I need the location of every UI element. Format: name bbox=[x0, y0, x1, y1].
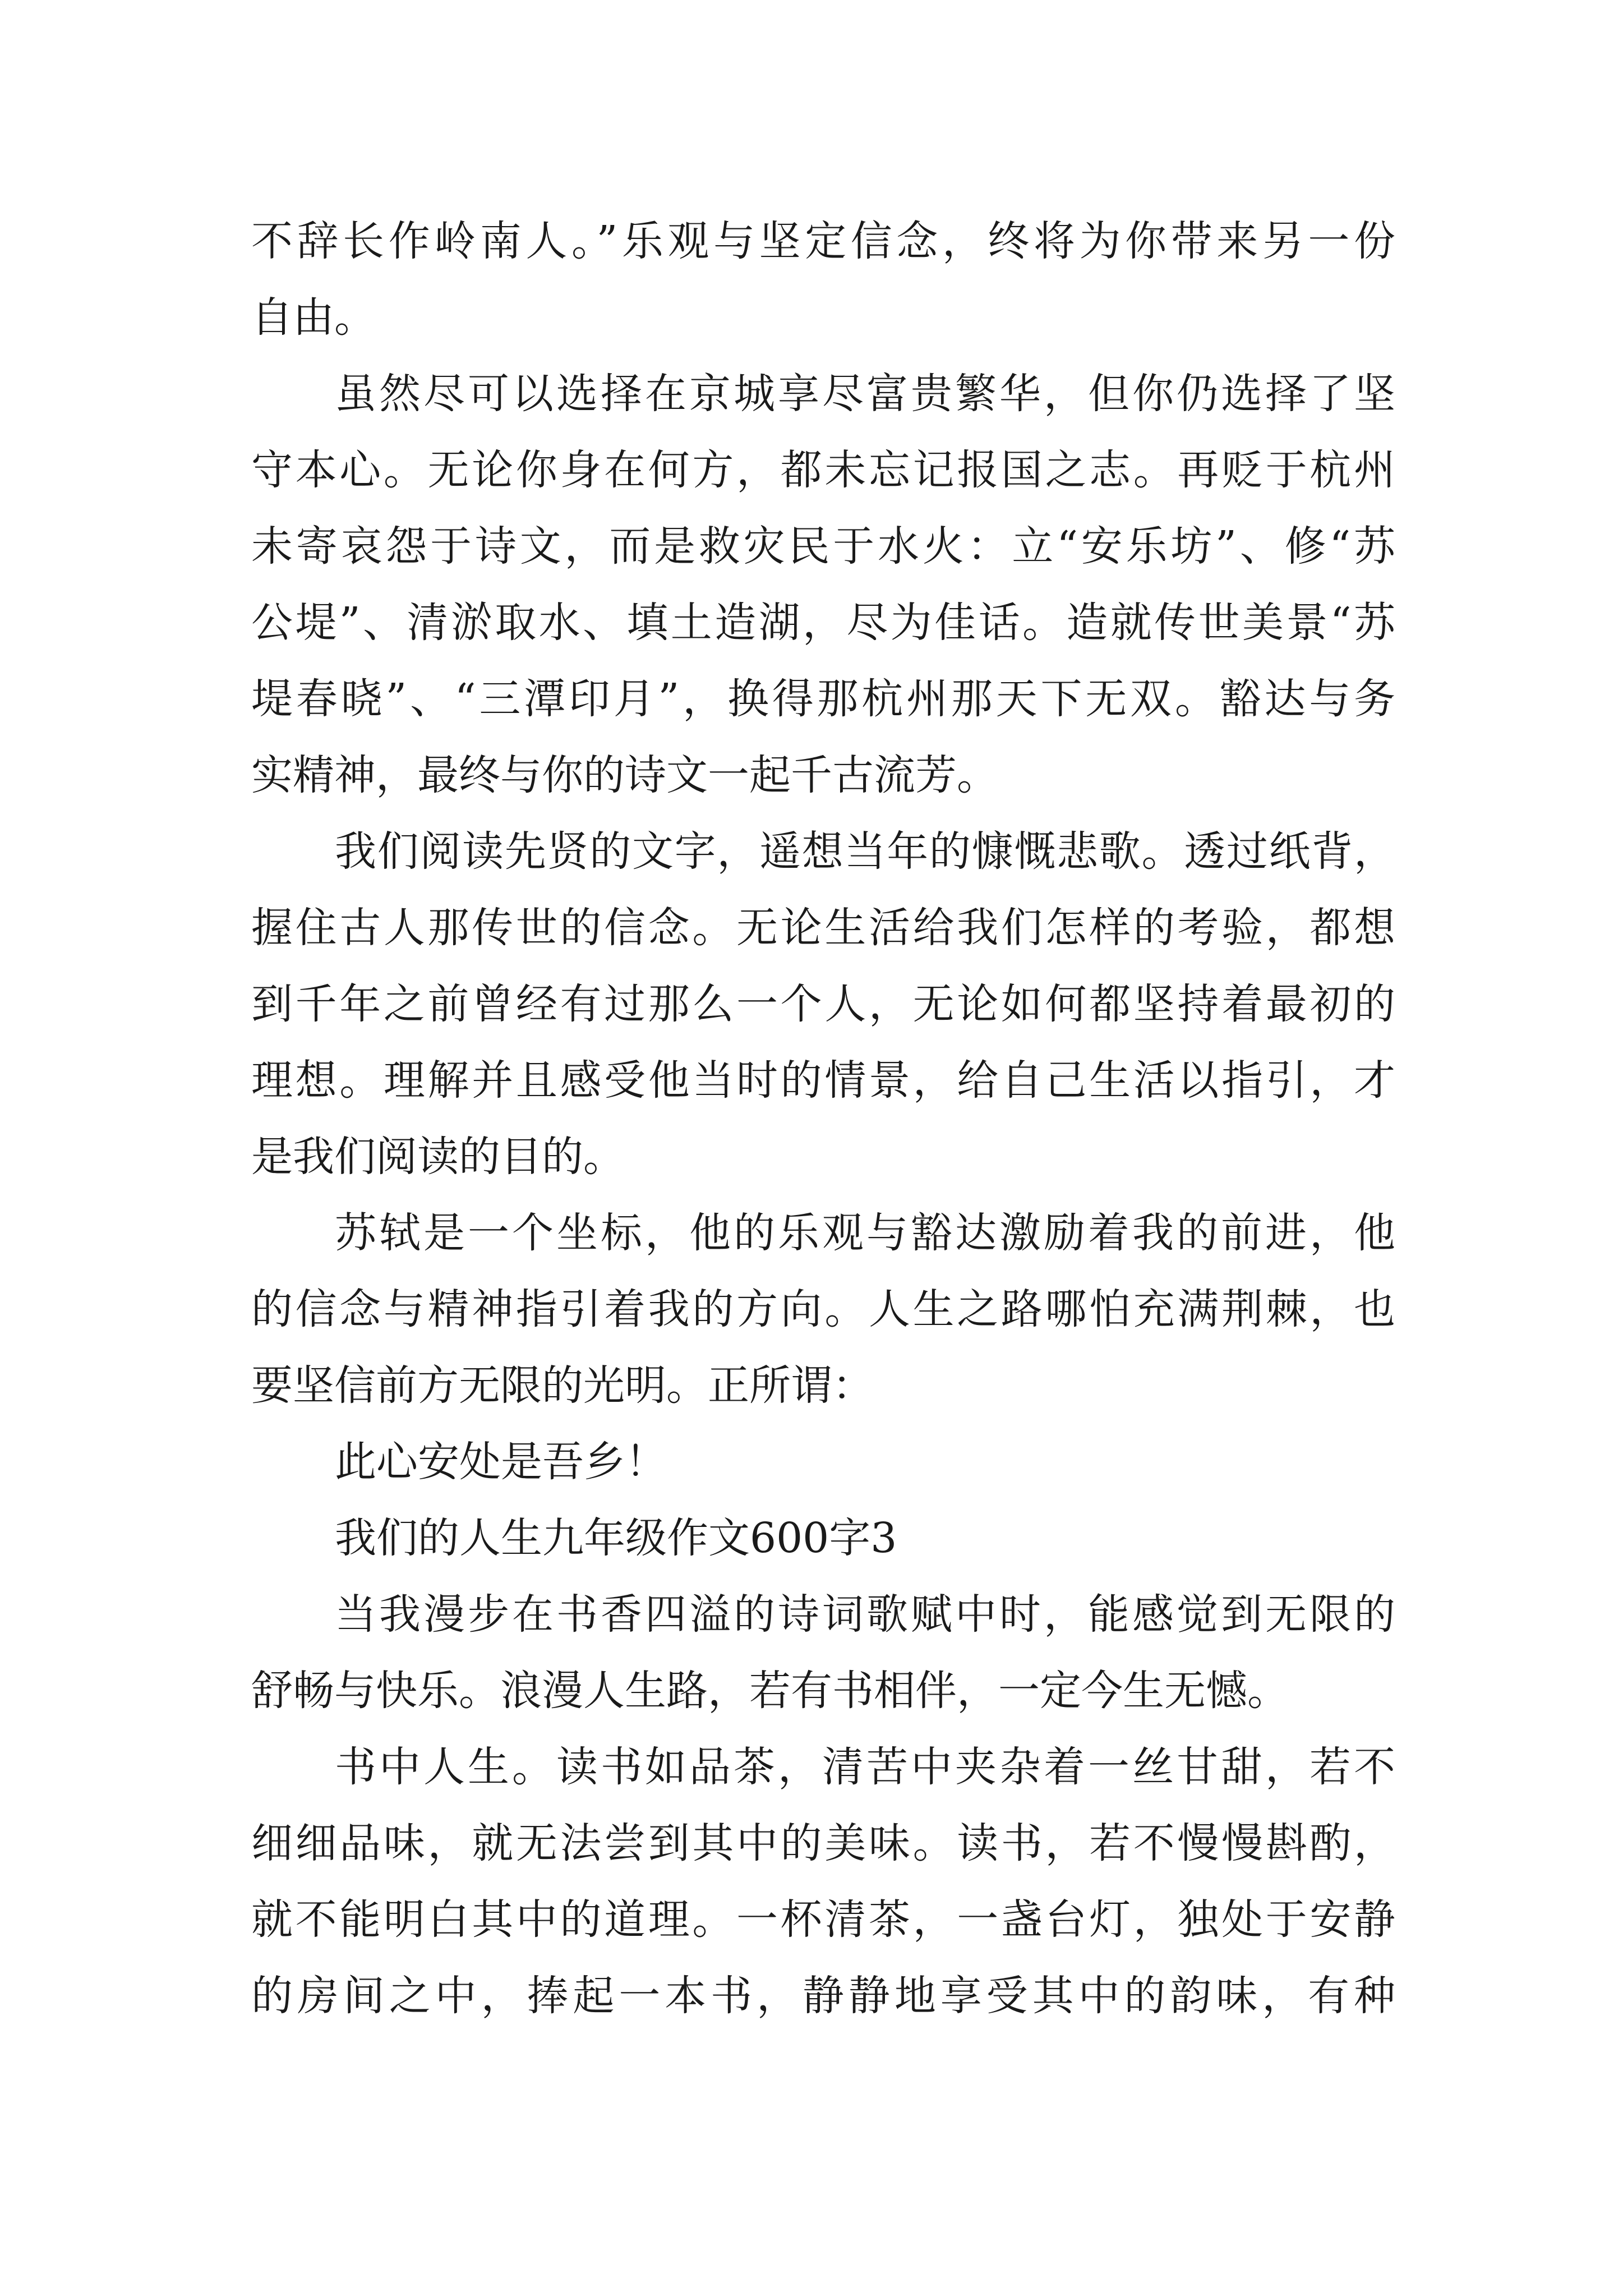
text-line: 要坚信前方无限的光明。正所谓： bbox=[251, 1361, 874, 1410]
text-line: 未寄哀怨于诗文，而是救灾民于水火：立“安乐坊”、修“苏 bbox=[251, 522, 1395, 570]
section-heading: 我们的人生九年级作文600字3 bbox=[335, 1514, 897, 1562]
text-line: 细细品味，就无法尝到其中的美味。读书，若不慢慢斟酌， bbox=[251, 1819, 1395, 1867]
text-line: 公堤”、清淤取水、填土造湖，尽为佳话。造就传世美景“苏 bbox=[251, 599, 1395, 647]
text-line: 舒畅与快乐。浪漫人生路，若有书相伴，一定今生无憾。 bbox=[251, 1667, 1289, 1715]
text-line: 的房间之中，捧起一本书，静静地享受其中的韵味，有种 bbox=[251, 1972, 1395, 2020]
text-line: 此心安处是吾乡！ bbox=[335, 1438, 667, 1486]
text-line: 实精神，最终与你的诗文一起千古流芳。 bbox=[251, 751, 998, 799]
text-line: 理想。理解并且感受他当时的情景，给自己生活以指引，才 bbox=[251, 1056, 1395, 1105]
text-line: 堤春晓”、“三潭印月”，换得那杭州那天下无双。豁达与务 bbox=[251, 675, 1395, 723]
text-line: 当我漫步在书香四溢的诗词歌赋中时，能感觉到无限的 bbox=[335, 1590, 1395, 1639]
text-line: 握住古人那传世的信念。无论生活给我们怎样的考验，都想 bbox=[251, 904, 1395, 952]
text-line: 不辞长作岭南人。”乐观与坚定信念，终将为你带来另一份 bbox=[251, 217, 1395, 265]
text-line: 是我们阅读的目的。 bbox=[251, 1133, 625, 1181]
text-line: 苏轼是一个坐标，他的乐观与豁达激励着我的前进，他 bbox=[335, 1209, 1395, 1257]
text-line: 我们阅读先贤的文字，遥想当年的慷慨悲歌。透过纸背， bbox=[335, 827, 1395, 876]
text-line: 的信念与精神指引着我的方向。人生之路哪怕充满荆棘，也 bbox=[251, 1285, 1395, 1333]
text-line: 就不能明白其中的道理。一杯清茶，一盏台灯，独处于安静 bbox=[251, 1895, 1395, 1944]
text-line: 自由。 bbox=[251, 293, 376, 342]
text-line: 守本心。无论你身在何方，都未忘记报国之志。再贬于杭州 bbox=[251, 446, 1395, 494]
text-line: 书中人生。读书如品茶，清苦中夹杂着一丝甘甜，若不 bbox=[335, 1743, 1395, 1791]
text-line: 到千年之前曾经有过那么一个人，无论如何都坚持着最初的 bbox=[251, 980, 1395, 1028]
text-line: 虽然尽可以选择在京城享尽富贵繁华，但你仍选择了坚 bbox=[335, 370, 1395, 418]
